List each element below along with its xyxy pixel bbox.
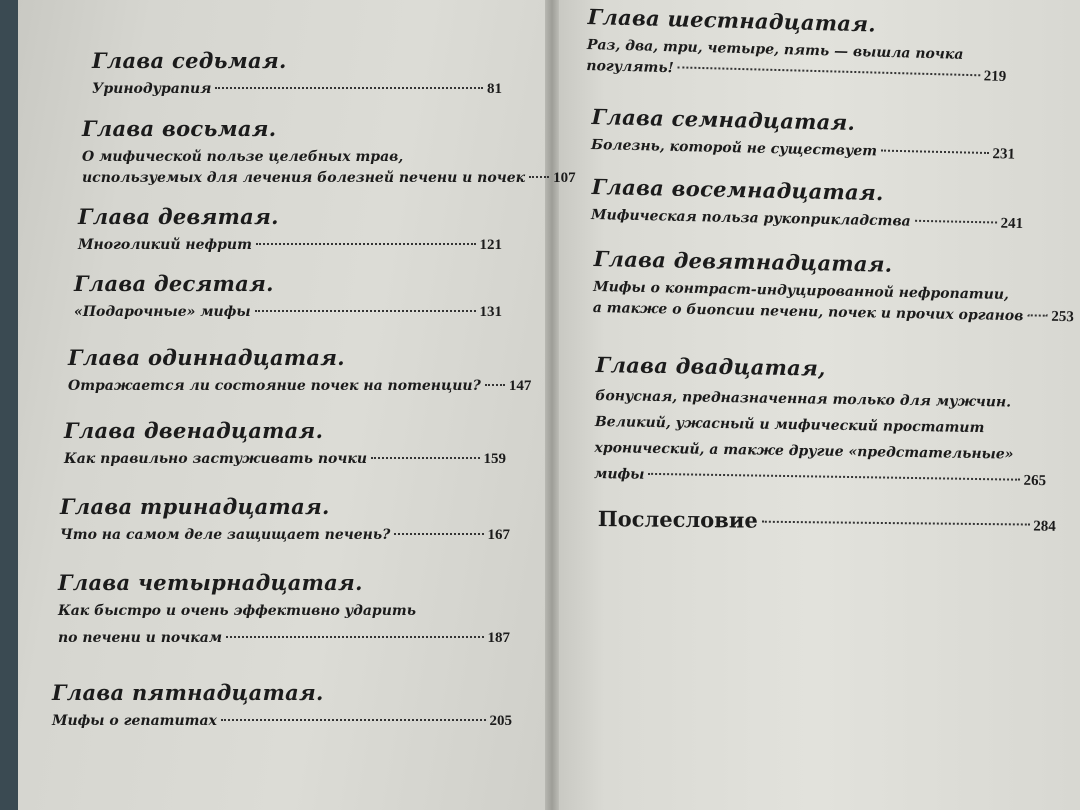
toc-entry-afterword — [598, 506, 1056, 536]
book-gutter — [545, 0, 559, 810]
toc-line — [68, 376, 532, 396]
chapter-title: Глава четырнадцатая. — [58, 570, 363, 595]
chapter-subtitle: О мифической пользе целебных трав, — [82, 149, 404, 165]
toc-entry-chapter-13 — [60, 494, 510, 545]
page-number: 121 — [479, 237, 502, 253]
dot-leader — [394, 533, 483, 535]
chapter-subtitle: мифы — [593, 465, 645, 483]
toc-entry-chapter-7 — [92, 48, 502, 99]
page-number: 187 — [487, 630, 510, 646]
page-number: 205 — [489, 713, 512, 729]
chapter-subtitle: Уринодурапия — [92, 81, 212, 97]
chapter-subtitle: используемых для лечения болезней печени и почек — [82, 170, 526, 186]
toc-entry-chapter-11 — [68, 345, 532, 396]
toc-entry-chapter-12 — [64, 418, 506, 469]
chapter-subtitle: бонусная, предназначенная только для мужчин. — [595, 387, 1012, 411]
chapter-subtitle: Как правильно застуживать почки — [64, 451, 368, 467]
chapter-title: Глава шестнадцатая. — [587, 4, 877, 37]
toc-line — [598, 506, 1056, 536]
chapter-title: Глава двадцатая, — [595, 352, 826, 381]
toc-line — [92, 79, 502, 99]
chapter-title: Глава двенадцатая. — [64, 418, 324, 443]
chapter-title: Глава семнадцатая. — [591, 104, 856, 135]
chapter-title: Глава восемнадцатая. — [591, 174, 884, 206]
chapter-subtitle: «Подарочные» мифы — [74, 304, 251, 320]
toc-line — [74, 302, 502, 322]
toc-line — [58, 628, 510, 648]
chapter-subtitle: Мифы о гепатитах — [52, 713, 217, 729]
chapter-subtitle: Мифическая польза рукоприкладства — [590, 206, 911, 230]
toc-line — [78, 235, 502, 255]
page-number: 265 — [1023, 472, 1047, 490]
dot-leader — [529, 176, 549, 178]
dot-leader — [678, 66, 980, 76]
page-number: 284 — [1033, 518, 1056, 535]
toc-entry-chapter-14 — [58, 570, 510, 648]
toc-entry-chapter-17 — [591, 104, 1016, 165]
toc-entry-chapter-9 — [78, 204, 502, 255]
page-number: 81 — [487, 81, 502, 97]
chapter-title: Глава девятнадцатая. — [593, 246, 893, 277]
chapter-title: Глава пятнадцатая. — [52, 680, 324, 705]
chapter-subtitle: погулять! — [586, 57, 674, 77]
chapter-subtitle: Многоликий нефрит — [78, 237, 252, 253]
chapter-title: Глава тринадцатая. — [60, 494, 330, 519]
chapter-title: Глава одиннадцатая. — [68, 345, 345, 370]
dot-leader — [915, 220, 997, 224]
page-number: 241 — [1000, 215, 1024, 233]
toc-line — [64, 449, 506, 469]
chapter-subtitle: по печени и почкам — [58, 630, 223, 646]
page-number: 253 — [1051, 308, 1075, 326]
page-number: 147 — [508, 378, 532, 394]
dot-leader — [221, 719, 486, 721]
chapter-title: Глава седьмая. — [92, 48, 287, 73]
dot-leader — [762, 521, 1030, 526]
chapter-subtitle: а также о биопсии печени, почек и прочих органов — [592, 299, 1024, 325]
chapter-subtitle: Великий, ужасный и мифический простатит — [594, 413, 985, 437]
chapter-subtitle: Раз, два, три, четыре, пять — вышла почка — [586, 36, 964, 63]
toc-entry-chapter-15 — [52, 680, 512, 731]
toc-entry-chapter-19 — [592, 246, 1075, 326]
dot-leader — [1027, 314, 1047, 316]
page-number: 167 — [487, 527, 510, 543]
dot-leader — [256, 243, 476, 245]
chapter-subtitle: Что на самом деле защищает печень? — [60, 527, 391, 543]
dot-leader — [215, 87, 483, 89]
toc-entry-chapter-16 — [586, 4, 1008, 87]
page-number: 159 — [483, 451, 506, 467]
page-number: 131 — [479, 304, 502, 320]
chapter-subtitle: Отражается ли состояние почек на потенции? — [68, 378, 481, 394]
page-number: 219 — [983, 68, 1007, 85]
dot-leader — [371, 457, 479, 459]
toc-entry-chapter-20 — [594, 352, 1048, 494]
dot-leader — [881, 150, 988, 154]
toc-line — [60, 525, 510, 545]
toc-entry-chapter-8 — [82, 116, 576, 188]
toc-line — [82, 168, 576, 188]
afterword-title: Послесловие — [597, 506, 758, 533]
chapter-subtitle: Болезнь, которой не существует — [590, 136, 878, 160]
dot-leader — [226, 636, 483, 638]
toc-entry-chapter-18 — [591, 174, 1024, 234]
chapter-subtitle: Как быстро и очень эффективно ударить — [58, 603, 416, 619]
chapter-title: Глава десятая. — [74, 271, 274, 296]
chapter-title: Глава девятая. — [78, 204, 279, 229]
chapter-title: Глава восьмая. — [82, 116, 277, 141]
chapter-subtitle: хронический, а также другие «предстательные» — [594, 439, 1014, 463]
dot-leader — [648, 473, 1019, 481]
page-number: 107 — [553, 170, 576, 186]
toc-line — [52, 711, 512, 731]
chapter-subtitle: Мифы о контраст-индуцированной нефропатии, — [593, 278, 1010, 303]
dot-leader — [485, 384, 505, 386]
toc-entry-chapter-10 — [74, 271, 502, 322]
dot-leader — [255, 310, 476, 312]
page-number: 231 — [992, 146, 1016, 163]
